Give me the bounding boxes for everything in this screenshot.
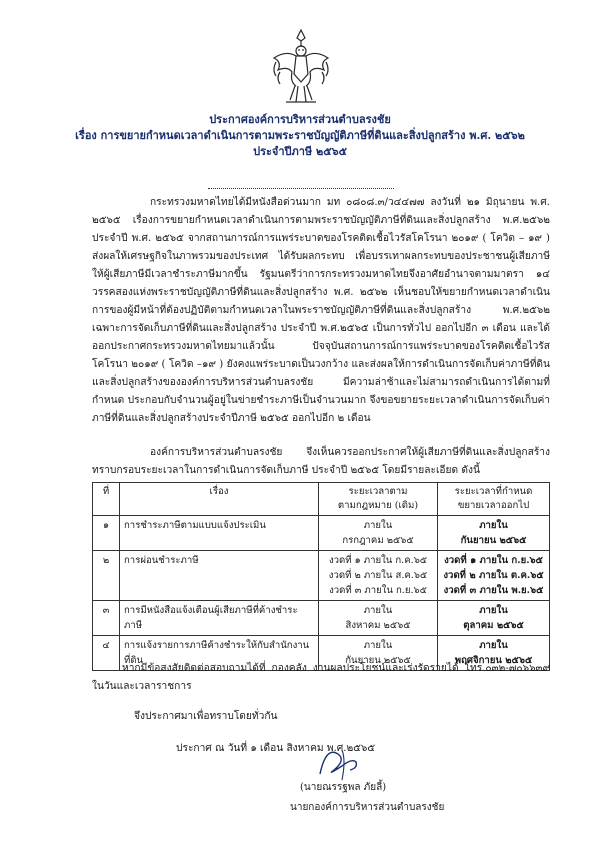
announce-line: จึงประกาศมาเพื่อทราบโดยทั่วกัน xyxy=(134,711,278,722)
row-legal-period xyxy=(319,551,438,601)
garuda-emblem-icon xyxy=(268,26,334,110)
extended-line: พฤศจิกายน ๒๕๖๕ xyxy=(454,655,533,666)
row-subject: การมีหนังสือแจ้งเตือนผู้เสียภาษีที่ค้างชำระภาษี xyxy=(120,601,319,636)
signer-position: นายกองค์การบริหารส่วนตำบลรงชัย xyxy=(290,802,445,813)
body-paragraph-2 xyxy=(92,444,550,480)
row-subject: การแจ้งรายการภาษีค้างชำระให้กับสำนักงานที่ดิน xyxy=(120,636,319,671)
table-row xyxy=(93,601,550,636)
row-subject: การชำระภาษีตามแบบแจ้งประเมิน xyxy=(120,516,319,551)
extended-line: กันยายน ๒๕๖๕ xyxy=(460,535,527,546)
header-extended-line-1: ระยะเวลาที่กำหนด xyxy=(454,486,533,497)
row-extended-period xyxy=(438,551,550,601)
fiscal-year-title: ประจำปีภาษี ๒๕๖๕ xyxy=(253,145,347,158)
paragraph-1-text: กระทรวงมหาดไทยได้มีหนังสือด่วนมาก มท ๐๘๐๘.๓/ว๔๔๗๗ ลงวันที่ ๒๑ มิถุนายน พ.ศ. ๒๕๖๕ เรื่องการขยายกำหนดเวลาดำเนินการตามพระราชบัญญัติภาษีที่ดินและสิ่งปลูกสร้าง พ.ศ.๒๕๖๒ ประจำปี พ.ศ. ๒๕๖๕ จากสถานการณ์การแพร่ระบาดของโรคติดเชื้อไวรัสโคโรนา ๒๐๑๙ ( โควิด – ๑๙ ) ส่งผลให้เศรษฐกิจในภาพรวมของประเทศ ได้รับผลกระทบ เพื่อบรรเทาผลกระทบของประชาชนผู้เสียภาษี ให้ผู้เสียภาษีมีเวลาชำระภาษีมากขึ้น รัฐมนตรีว่าการกระทรวงมหาดไทยจึงอาศัยอำนาจตามมาตรา ๑๔ วรรคสองแห่งพระราชบัญญัติภาษีที่ดินและสิ่งปลูกสร้าง พ.ศ. ๒๕๖๒ เห็นชอบให้ขยายกำหนดเวลาดำเนินการของผู้มีหน้าที่ต้องปฏิบัติตามกำหนดเวลาในพระราชบัญญัติภาษีที่ดินและสิ่งปลูกสร้าง พ.ศ.๒๕๖๒ เฉพาะการจัดเก็บภาษีที่ดินและสิ่งปลูกสร้าง ประจำปี พ.ศ.๒๕๖๕ เป็นการทั่วไป ออกไปอีก ๓ เดือน และได้ออกประกาศกระทรวงมหาดไทยมาแล้วนั้น ปัจจุบันสถานการณ์การแพร่ระบาดของโรคติดเชื้อไวรัสโคโรนา ๒๐๑๙ ( โควิด –๑๙ ) ยังคงแพร่ระบาดเป็นวงกว้าง และส่งผลให้การดำเนินการจัดเก็บค่าภาษีที่ดินและสิ่งปลูกสร้างขององค์การบริหารส่วนตำบลรงชัย มีความล่าช้าและไม่สามารถดำเนินการได้ตามที่กำหนด ประกอบกับจำนวนผู้อยู่ในข่ายชำระภาษีเป็นจำนวนมาก จึงขอขยายระยะเวลาดำเนินการจัดเก็บค่าภาษีที่ดินและสิ่งปลูกสร้างประจำปีภาษี ๒๕๖๕ ออกไปอีก ๒ เดือน xyxy=(92,197,550,424)
header-extended-line-2: ขยายเวลาออกไป xyxy=(457,500,530,511)
legal-line: งวดที่ ๒ ภายใน ส.ค.๖๕ xyxy=(328,570,428,581)
heading-divider xyxy=(208,188,394,189)
legal-line: ภายใน xyxy=(363,640,393,651)
legal-line: ภายใน xyxy=(363,605,393,616)
extended-line: ภายใน xyxy=(479,520,508,531)
row-subject: การผ่อนชำระภาษี xyxy=(120,551,319,601)
header-legal-line-1: ระยะเวลาตาม xyxy=(348,486,408,497)
legal-line: งวดที่ ๓ ภายใน ก.ย.๖๕ xyxy=(329,585,427,596)
row-extended-period xyxy=(438,516,550,551)
legal-line: งวดที่ ๑ ภายใน ก.ค.๖๕ xyxy=(328,555,428,566)
table-row xyxy=(93,551,550,601)
legal-line: สิงหาคม ๒๕๖๕ xyxy=(345,620,411,631)
contact-paragraph: หากมีข้อสงสัยติดต่อสอบถามได้ที่ กองคลัง งานผลประโยชน์และเร่งรัดรายได้ โทร.๐๓๒-๗๐๖๖๓๙ ในวันและเวลาราชการ xyxy=(92,663,550,692)
row-number: ๒ xyxy=(93,551,120,601)
body-paragraph-1 xyxy=(92,194,550,428)
row-legal-period xyxy=(319,516,438,551)
paragraph-2-text: องค์การบริหารส่วนตำบลรงชัย จึงเห็นควรออกประกาศให้ผู้เสียภาษีที่ดินและสิ่งปลูกสร้างทราบกรอบระยะเวลาในการดำเนินการจัดเก็บภาษี ประจำปี ๒๕๖๕ โดยมีรายละเอียด ดังนี้ xyxy=(92,447,550,476)
schedule-table xyxy=(92,482,550,671)
extended-line: ภายใน xyxy=(479,605,508,616)
row-extended-period xyxy=(438,601,550,636)
extended-line: ภายใน xyxy=(479,640,508,651)
header-legal-line-2: ตามกฎหมาย (เดิม) xyxy=(337,500,419,511)
extended-line: ตุลาคม ๒๕๖๕ xyxy=(463,620,524,631)
signature-icon xyxy=(312,740,372,784)
table-row xyxy=(93,516,550,551)
legal-line: กันยายน ๒๕๖๕ xyxy=(345,655,411,666)
row-number: ๔ xyxy=(93,636,120,671)
header-no: ที่ xyxy=(93,483,120,516)
row-number: ๓ xyxy=(93,601,120,636)
extended-line: งวดที่ ๒ ภายใน ต.ค.๖๕ xyxy=(443,570,544,581)
header-legal-period xyxy=(319,483,438,516)
organization-title: ประกาศองค์การบริหารส่วนตำบลรงชัย xyxy=(209,113,391,126)
subject-title: เรื่อง การขยายกำหนดเวลาดำเนินการตามพระราชบัญญัติภาษีที่ดินและสิ่งปลูกสร้าง พ.ศ. ๒๕๖๒ xyxy=(75,129,525,142)
legal-line: กรกฎาคม ๒๕๖๕ xyxy=(342,535,414,546)
extended-line: งวดที่ ๑ ภายใน ก.ย.๖๕ xyxy=(444,555,543,566)
document-heading xyxy=(0,112,600,160)
table-header-row xyxy=(93,483,550,516)
header-extended-period xyxy=(438,483,550,516)
row-legal-period xyxy=(319,601,438,636)
legal-line: ภายใน xyxy=(363,520,393,531)
signer-name: (นายณรรฐพล ภัยลี้) xyxy=(300,782,387,793)
extended-line: งวดที่ ๓ ภายใน พ.ย.๖๕ xyxy=(443,585,544,596)
header-subject: เรื่อง xyxy=(120,483,319,516)
row-number: ๑ xyxy=(93,516,120,551)
date-line: ประกาศ ณ วันที่ ๑ เดือน สิงหาคม พ.ศ.๒๕๖๕ xyxy=(176,743,376,754)
